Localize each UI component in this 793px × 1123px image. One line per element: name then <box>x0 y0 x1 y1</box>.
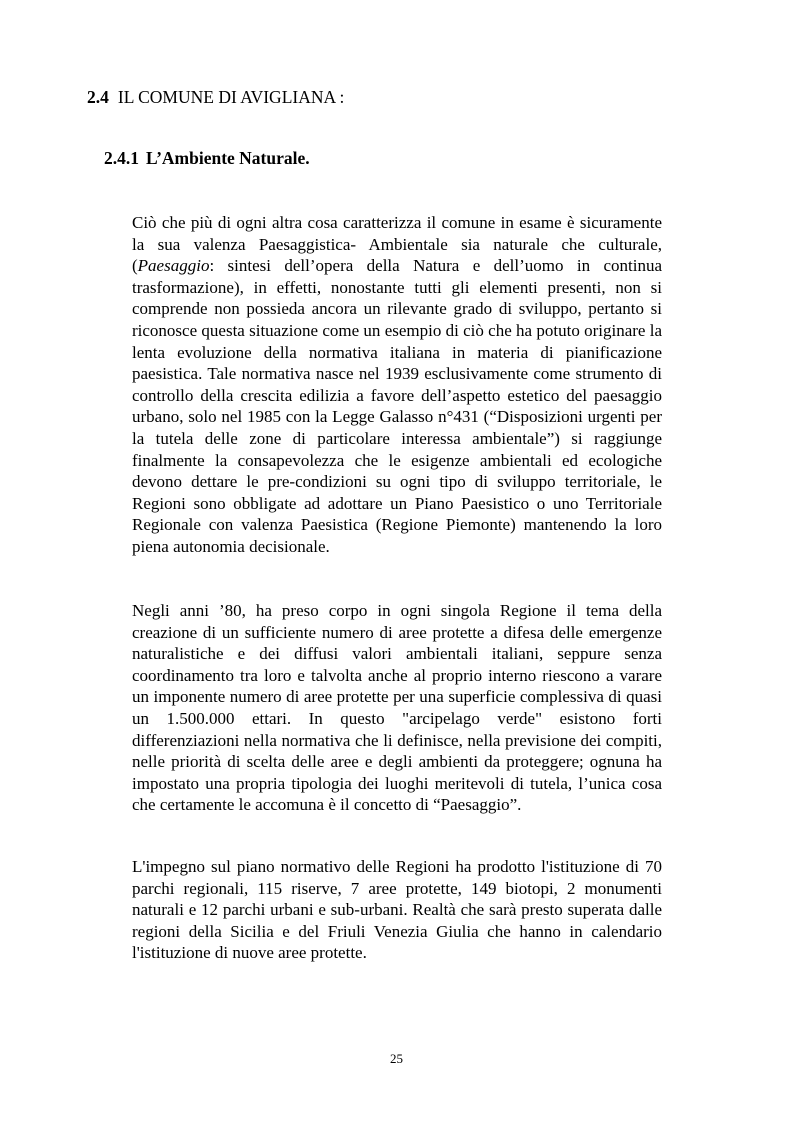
page-number: 25 <box>390 1051 403 1066</box>
paragraph-1-text-b: : sintesi dell’opera della Natura e dell’uomo in continua trasformazione), in effetti, nonostante tutti gli elementi presenti, non si comprende non possieda ancora un rilevante grado di sviluppo, pertanto si riconosce questa situazione come un esempio di ciò che ha potuto originare la lenta evoluzione della normativa italiana in materia di pianificazione paesistica. Tale normativa nasce nel 1939 esclusivamente come strumento di controllo della crescita edilizia a favore dell’aspetto estetico del paesaggio urbano, solo nel 1985 con la Legge Galasso n°431 (“Disposizioni urgenti per la tutela delle zone di particolare interessa ambientale”) si raggiunge finalmente la consapevolezza che le esigenze ambientali ed ecologiche devono dettare le pre-condizioni su ogni tipo di sviluppo territoriale, le Regioni sono obbligate ad adottare un Piano Paesistico o uno Territoriale Regionale con valenza Paesistica (Regione Piemonte) mantenendo la loro piena autonomia decisionale. <box>132 256 662 556</box>
subsection-number: 2.4.1 <box>104 148 139 168</box>
paragraph-1-text-a: Ciò che più di ogni altra cosa caratterizza il comune in esame è sicuramente la sua valenza Paesaggistica- Ambientale sia naturale che culturale, ( <box>132 213 662 276</box>
subsection-title: L’Ambiente Naturale. <box>146 148 310 168</box>
paragraph-1-italic-term: Paesaggio <box>137 256 210 276</box>
section-heading <box>87 86 344 108</box>
paragraph-2: Negli anni ’80, ha preso corpo in ogni singola Regione il tema della creazione di un sufficiente numero di aree protette a difesa delle emergenze naturalistiche e dei diffusi valori ambientali italiani, seppure senza coordinamento tra loro e talvolta anche al proprio interno riescono a varare un imponente numero di aree protette per una superficie complessiva di quasi un 1.500.000 ettari. In questo "arcipelago verde" esistono forti differenziazioni nella normativa che li definisce, nella previsione dei compiti, nelle priorità di scelta delle aree e degli ambienti da proteggere; ognuna ha impostato una propria tipologia dei luoghi meritevoli di tutela, l’unica cosa che certamente le accomuna è il concetto di “Paesaggio”. <box>132 601 662 815</box>
section-title: IL COMUNE DI AVIGLIANA : <box>117 87 345 107</box>
section-number: 2.4 <box>87 87 109 107</box>
subsection-heading <box>104 147 310 169</box>
paragraph-3: L'impegno sul piano normativo delle Regioni ha prodotto l'istituzione di 70 parchi regionali, 115 riserve, 7 aree protette, 149 biotopi, 2 monumenti naturali e 12 parchi urbani e sub-urbani. Realtà che sarà presto superata dalle regioni della Sicilia e del Friuli Venezia Giulia che hanno in calendario l'istituzione di nuove aree protette. <box>132 857 662 963</box>
paragraph-1 <box>132 212 662 558</box>
